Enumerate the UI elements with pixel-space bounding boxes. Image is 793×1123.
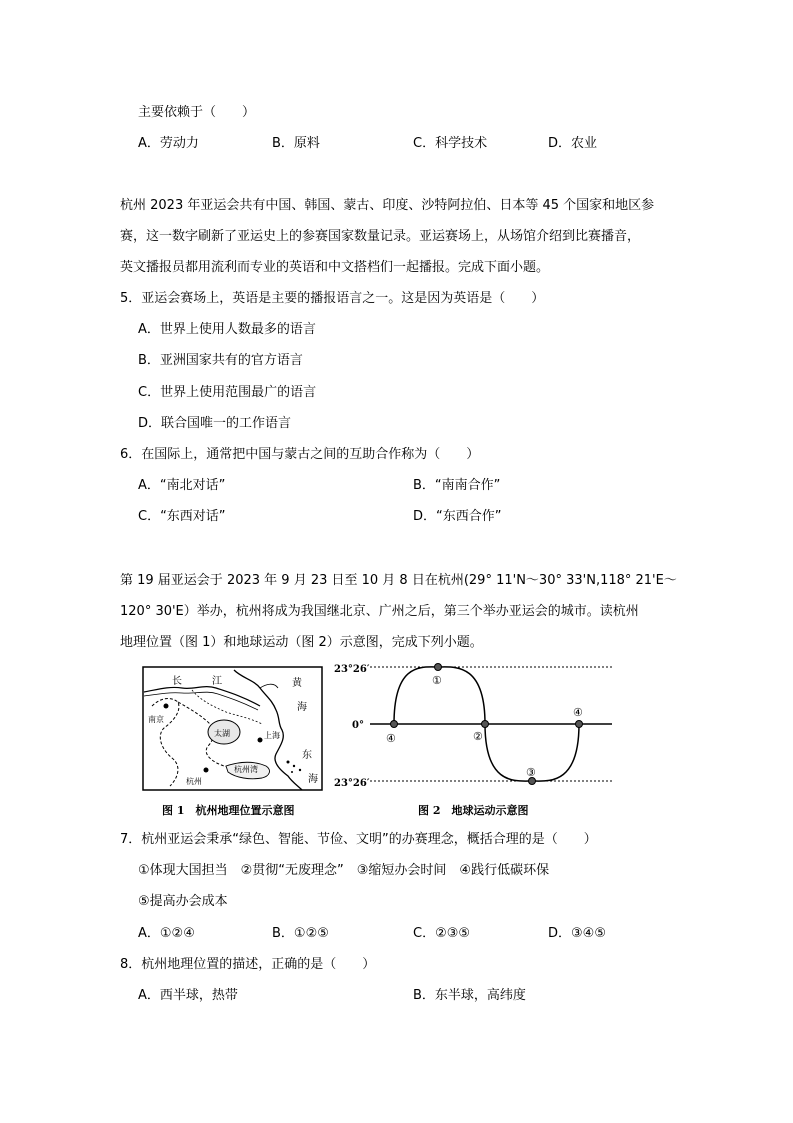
label-river-1: 长	[172, 676, 182, 687]
label-taihu: 太湖	[214, 729, 230, 738]
q8-stem: 8．杭州地理位置的描述，正确的是（ ）	[120, 957, 376, 972]
q7-option-c: C．②③⑤	[413, 926, 471, 941]
q7-items-line-2: ⑤提高办会成本	[138, 894, 228, 909]
figure1-caption: 图 1 杭州地理位置示意图	[162, 804, 295, 817]
point-1-marker	[435, 664, 442, 671]
q6-option-c: C．“东西对话”	[138, 509, 226, 524]
passage2-line-2: 120° 30'E）举办，杭州将成为我国继北京、广州之后，第三个举办亚运会的城市。读杭州	[120, 604, 639, 619]
q7-items-line-1: ①体现大国担当 ②贯彻“无废理念” ③缩短办会时间 ④践行低碳环保	[138, 863, 550, 878]
nanjing-marker	[164, 704, 169, 709]
q7-stem: 7．杭州亚运会秉承“绿色、智能、节俭、文明”的办赛理念，概括合理的是（ ）	[120, 832, 597, 847]
q4-option-a: A．劳动力	[138, 136, 199, 151]
label-hangzhou: 杭州	[186, 777, 202, 786]
shanghai-marker	[258, 738, 263, 743]
point-3-label: ③	[526, 766, 536, 779]
earth-movement-svg	[328, 660, 618, 792]
point-4-left-marker	[391, 721, 398, 728]
point-1-label: ①	[432, 674, 442, 687]
q7-option-d: D．③④⑤	[548, 926, 606, 941]
label-yellow-sea-2: 海	[297, 702, 307, 713]
passage2-line-3: 地理位置（图 1）和地球运动（图 2）示意图，完成下列小题。	[120, 635, 483, 650]
figure2-caption: 图 2 地球运动示意图	[418, 804, 529, 817]
q7-option-b: B．①②⑤	[272, 926, 329, 941]
q5-option-c: C．世界上使用范围最广的语言	[138, 385, 317, 400]
passage2-line-1: 第 19 届亚运会于 2023 年 9 月 23 日至 10 月 8 日在杭州(29° 11'N～30° 33'N,118° 21'E～	[120, 573, 677, 588]
lat-bottom-label: 23°26′	[334, 778, 370, 789]
q5-option-d: D．联合国唯一的工作语言	[138, 416, 292, 431]
figure2-diagram	[328, 660, 618, 792]
point-2-marker	[482, 721, 489, 728]
label-east-1: 东	[302, 750, 312, 761]
passage1-line-2: 赛，这一数字刷新了亚运史上的参赛国家数量记录。亚运赛场上，从场馆介绍到比赛播音，	[120, 229, 641, 244]
label-east-2: 海	[308, 774, 318, 785]
label-river-2: 江	[212, 676, 222, 687]
q6-option-b: B．“南南合作”	[413, 478, 501, 493]
q5-option-a: A．世界上使用人数最多的语言	[138, 322, 316, 337]
q5-option-b: B．亚洲国家共有的官方语言	[138, 353, 303, 368]
q8-option-b: B．东半球，高纬度	[413, 988, 526, 1003]
hangzhou-map-svg	[142, 666, 323, 791]
q6-option-a: A．“南北对话”	[138, 478, 226, 493]
lat-top-label: 23°26′	[334, 664, 370, 675]
q4-option-b: B．原料	[272, 136, 320, 151]
point-4-right-label: ④	[573, 706, 583, 719]
label-nanjing: 南京	[148, 715, 164, 724]
q8-option-a: A．西半球，热带	[138, 988, 238, 1003]
passage1-line-3: 英文播报员都用流利而专业的英语和中文搭档们一起播报。完成下面小题。	[120, 260, 550, 275]
q4-option-c: C．科学技术	[413, 136, 488, 151]
point-4-right-marker	[576, 721, 583, 728]
q5-stem: 5．亚运会赛场上，英语是主要的播报语言之一。这是因为英语是（ ）	[120, 291, 545, 306]
figure1-map	[142, 666, 323, 791]
q6-stem: 6．在国际上，通常把中国与蒙古之间的互助合作称为（ ）	[120, 447, 480, 462]
q7-option-a: A．①②④	[138, 926, 195, 941]
passage1-line-1: 杭州 2023 年亚运会共有中国、韩国、蒙古、印度、沙特阿拉伯、日本等 45 个国家和地区参	[120, 198, 655, 213]
q4-stem: 主要依赖于（ ）	[138, 105, 256, 120]
q6-option-d: D．“东西合作”	[413, 509, 502, 524]
q4-option-d: D．农业	[548, 136, 598, 151]
point-4-left-label: ④	[386, 732, 396, 745]
hangzhou-marker	[204, 768, 209, 773]
label-shanghai: 上海	[264, 731, 280, 740]
point-2-label: ②	[473, 730, 483, 743]
label-yellow-sea-1: 黄	[292, 678, 302, 689]
lat-mid-label: 0°	[352, 720, 364, 731]
label-hangzhou-bay: 杭州湾	[234, 765, 258, 774]
